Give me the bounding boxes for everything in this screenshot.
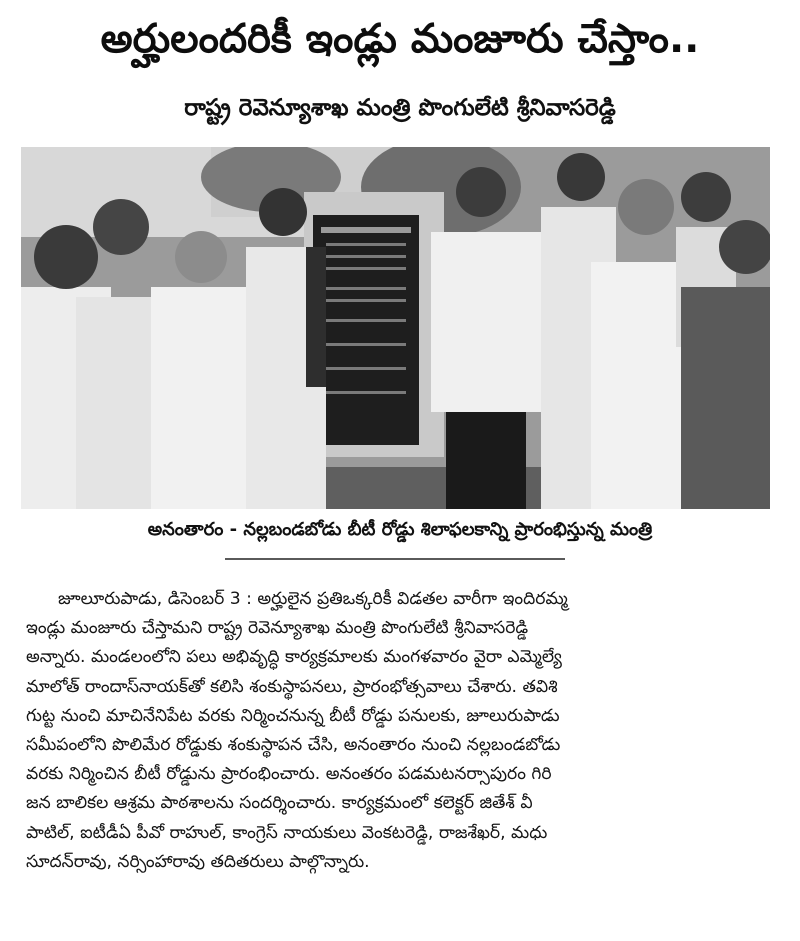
body-line: మాలోత్ రాందాస్‌నాయక్‌తో కలిసి శంకుస్థాపనలు, ప్రారంభోత్సవాలు చేశారు. తవిశి	[26, 676, 558, 697]
caption-divider	[225, 558, 565, 560]
body-line: జూలూరుపాడు, డిసెంబర్ 3 : అర్హులైన ప్రతిఒక్కరికీ విడతల వారీగా ఇందిరమ్మ	[58, 589, 568, 609]
body-line: గుట్ట నుంచి మాచినేనిపేట వరకు నిర్మించనున్న బీటీ రోడ్డు పనులకు, జూలురుపాడు	[26, 705, 560, 726]
news-photo	[21, 147, 770, 509]
body-line: పాటిల్, ఐటీడీఏ పీవో రాహుల్, కాంగ్రెస్ నాయకులు వెంకటరెడ్డి, రాజశేఖర్, మధు	[26, 822, 548, 843]
body-line: అన్నారు. మండలంలోని పలు అభివృద్ధి కార్యక్రమాలకు మంగళవారం వైరా ఎమ్మెల్యే	[26, 647, 562, 668]
body-line: ఇండ్లు మంజూరు చేస్తామని రాష్ట్ర రెవెన్యూశాఖ మంత్రి పొంగులేటి శ్రీనివాసరెడ్డి	[26, 618, 529, 639]
body-line: జన బాలికల ఆశ్రమ పాఠశాలను సందర్శించారు. కార్యక్రమంలో కలెక్టర్ జితేశ్ వీ	[26, 793, 533, 814]
headline: అర్హులందరికీ ఇండ్లు మంజూరు చేస్తాం..	[100, 16, 700, 62]
body-line: వరకు నిర్మించిన బీటీ రోడ్డును ప్రారంభించారు. అనంతరం పడమటనర్సాపురం గిరి	[26, 764, 552, 785]
photo-caption: అనంతారం - నల్లబండబోడు బీటీ రోడ్డు శిలాఫలకాన్ని ప్రారంభిస్తున్న మంత్రి	[147, 519, 653, 540]
subheadline: రాష్ట్ర రెవెన్యూశాఖ మంత్రి పొంగులేటి శ్రీనివాసరెడ్డి	[184, 95, 616, 121]
article-body	[26, 585, 774, 877]
body-line: సూదన్‌రావు, నర్సింహారావు తదితరులు పాల్గొన్నారు.	[26, 851, 370, 872]
body-line: సమీపంలోని పొలిమేర రోడ్డుకు శంకుస్థాపన చేసి, అనంతారం నుంచి నల్లబండబోడు	[26, 734, 561, 755]
